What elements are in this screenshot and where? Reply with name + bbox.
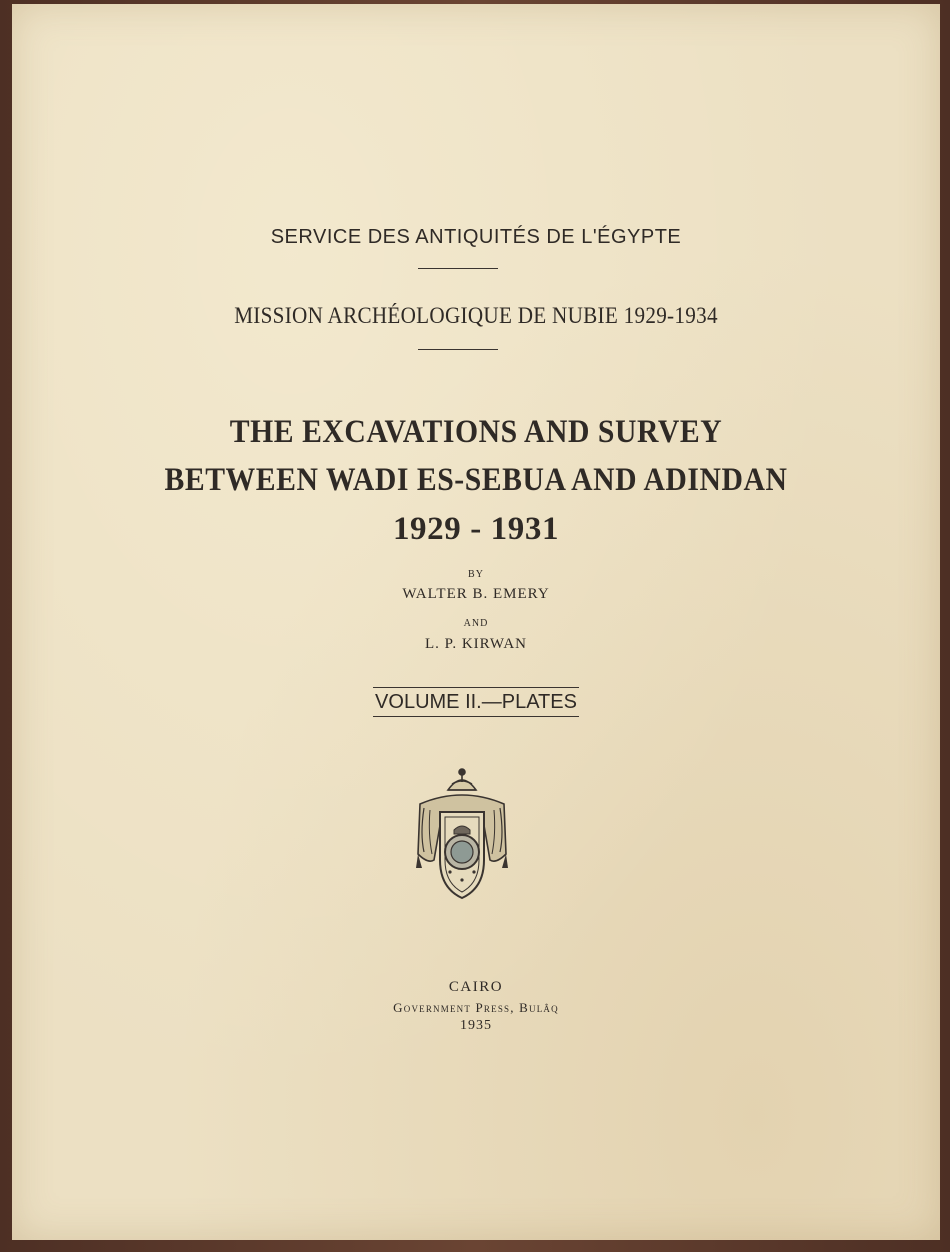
imprint-press: Government Press, Bulâq xyxy=(393,1000,559,1015)
author-kirwan: L. P. KIRWAN xyxy=(424,636,527,652)
service-heading: SERVICE DES ANTIQUITÉS DE L'ÉGYPTE xyxy=(270,226,682,248)
by-label: BY xyxy=(468,569,484,580)
title-page xyxy=(12,4,940,1240)
title-line-2: BETWEEN WADI ES-SEBUA AND ADINDAN xyxy=(164,462,788,498)
volume-block xyxy=(12,687,940,717)
title-line-1: THE EXCAVATIONS AND SURVEY xyxy=(229,414,723,450)
imprint-city: CAIRO xyxy=(448,979,504,995)
mission-heading: MISSION ARCHÉOLOGIQUE DE NUBIE 1929-1934 xyxy=(234,303,718,328)
volume-label: VOLUME II.—PLATES xyxy=(373,687,579,717)
and-label: AND xyxy=(463,618,489,629)
author-emery: WALTER B. EMERY xyxy=(402,586,550,602)
title-years: 1929 - 1931 xyxy=(392,511,560,547)
imprint-year: 1935 xyxy=(460,1018,492,1033)
divider-rule xyxy=(418,268,498,269)
divider-rule xyxy=(418,349,498,350)
royal-coat-of-arms-icon xyxy=(410,764,514,904)
